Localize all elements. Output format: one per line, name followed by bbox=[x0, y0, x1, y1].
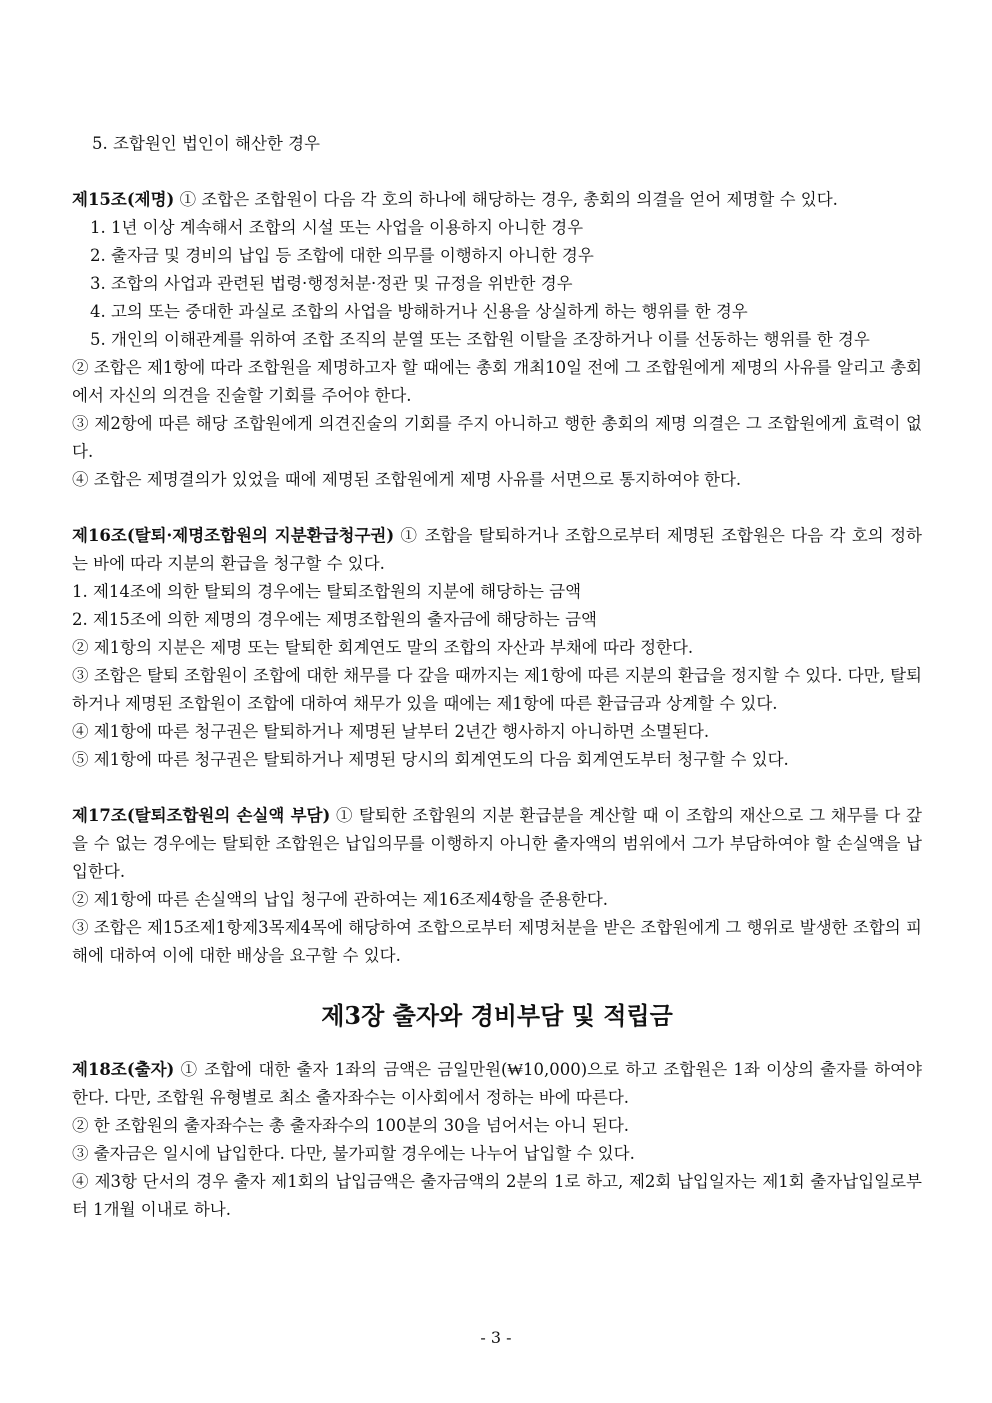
article-15-para-4: ④ 조합은 제명결의가 있었을 때에 제명된 조합원에게 제명 사유를 서면으로 통지하여야 한다. bbox=[72, 470, 742, 489]
article-18-title: 제18조(출자) bbox=[72, 1060, 175, 1079]
article-18-para-1: 제18조(출자) ① 조합에 대한 출자 1좌의 금액은 금일만원(₩10,000)으로 하고 조합원은 1좌 이상의 출자를 하여야 한다. 다만, 조합원 유형별로 최소 출자좌수는 이사회에서 정하는 바에 따른다. bbox=[72, 1060, 922, 1107]
list-item: 1. 1년 이상 계속해서 조합의 시설 또는 사업을 이용하지 아니한 경우 bbox=[90, 218, 584, 237]
article-16-para-2: ② 제1항의 지분은 제명 또는 탈퇴한 회계연도 말의 조합의 자산과 부채에 따라 정한다. bbox=[72, 638, 694, 657]
page-number: - 3 - bbox=[480, 1328, 512, 1347]
article-15-para-1: 제15조(제명) ① 조합은 조합원이 다음 각 호의 하나에 해당하는 경우, 총회의 의결을 얻어 제명할 수 있다. bbox=[72, 190, 838, 209]
article-16-para-4: ④ 제1항에 따른 청구권은 탈퇴하거나 제명된 날부터 2년간 행사하지 아니하면 소멸된다. bbox=[72, 722, 710, 741]
list-item: 2. 출자금 및 경비의 납입 등 조합에 대한 의무를 이행하지 아니한 경우 bbox=[90, 246, 594, 265]
article-15-para-2: ② 조합은 제1항에 따라 조합원을 제명하고자 할 때에는 총회 개최10일 전에 그 조합원에게 제명의 사유를 알리고 총회에서 자신의 의견을 진술할 기회를 주어야 한다. bbox=[72, 358, 922, 405]
list-item: 5. 조합원인 법인이 해산한 경우 bbox=[92, 134, 320, 153]
article-16-title: 제16조(탈퇴·제명조합원의 지분환급청구권) bbox=[72, 526, 395, 545]
article-16-para-1: 제16조(탈퇴·제명조합원의 지분환급청구권) ① 조합을 탈퇴하거나 조합으로부터 제명된 조합원은 다음 각 호의 정하는 바에 따라 지분의 환급을 청구할 수 있다. bbox=[72, 526, 922, 573]
article-18-para-4: ④ 제3항 단서의 경우 출자 제1회의 납입금액은 출자금액의 2분의 1로 하고, 제2회 납입일자는 제1회 출자납입일로부터 1개월 이내로 하나. bbox=[72, 1172, 922, 1219]
chapter-title: 제3장 출자와 경비부담 및 적립금 bbox=[321, 1001, 673, 1030]
article-15-para-3: ③ 제2항에 따른 해당 조합원에게 의견진술의 기회를 주지 아니하고 행한 총회의 제명 의결은 그 조합원에게 효력이 없다. bbox=[72, 414, 922, 461]
article-17-para-2: ② 제1항에 따른 손실액의 납입 청구에 관하여는 제16조제4항을 준용한다. bbox=[72, 890, 609, 909]
article-15-title: 제15조(제명) bbox=[72, 190, 175, 209]
list-item: 2. 제15조에 의한 제명의 경우에는 제명조합원의 출자금에 해당하는 금액 bbox=[72, 610, 597, 629]
list-item: 4. 고의 또는 중대한 과실로 조합의 사업을 방해하거나 신용을 상실하게 하는 행위를 한 경우 bbox=[90, 302, 748, 321]
article-18-para-2: ② 한 조합원의 출자좌수는 총 출자좌수의 100분의 30을 넘어서는 아니 된다. bbox=[72, 1116, 630, 1135]
article-17-title: 제17조(탈퇴조합원의 손실액 부담) bbox=[72, 806, 331, 825]
article-18-para-3: ③ 출자금은 일시에 납입한다. 다만, 불가피할 경우에는 나누어 납입할 수 있다. bbox=[72, 1144, 635, 1163]
article-16-para-3: ③ 조합은 탈퇴 조합원이 조합에 대한 채무를 다 갚을 때까지는 제1항에 따른 지분의 환급을 정지할 수 있다. 다만, 탈퇴하거나 제명된 조합원이 조합에 대하여 채무가 있을 때에는 제1항에 따른 환급금과 상계할 수 있다. bbox=[72, 666, 922, 713]
document-body bbox=[72, 130, 922, 1224]
article-17-para-1: 제17조(탈퇴조합원의 손실액 부담) ① 탈퇴한 조합원의 지분 환급분을 계산할 때 이 조합의 재산으로 그 채무를 다 갚을 수 없는 경우에는 탈퇴한 조합원은 납입의무를 이행하지 아니한 출자액의 범위에서 그가 부담하여야 할 손실액을 납입한다. bbox=[72, 806, 922, 881]
article-17-para-3: ③ 조합은 제15조제1항제3목제4목에 해당하여 조합으로부터 제명처분을 받은 조합원에게 그 행위로 발생한 조합의 피해에 대하여 이에 대한 배상을 요구할 수 있다. bbox=[72, 918, 922, 965]
list-item: 1. 제14조에 의한 탈퇴의 경우에는 탈퇴조합원의 지분에 해당하는 금액 bbox=[72, 582, 582, 601]
article-16-para-5: ⑤ 제1항에 따른 청구권은 탈퇴하거나 제명된 당시의 회계연도의 다음 회계연도부터 청구할 수 있다. bbox=[72, 750, 789, 769]
list-item: 5. 개인의 이해관계를 위하여 조합 조직의 분열 또는 조합원 이탈을 조장하거나 이를 선동하는 행위를 한 경우 bbox=[90, 330, 870, 349]
list-item: 3. 조합의 사업과 관련된 법령·행정처분·정관 및 규정을 위반한 경우 bbox=[90, 274, 573, 293]
